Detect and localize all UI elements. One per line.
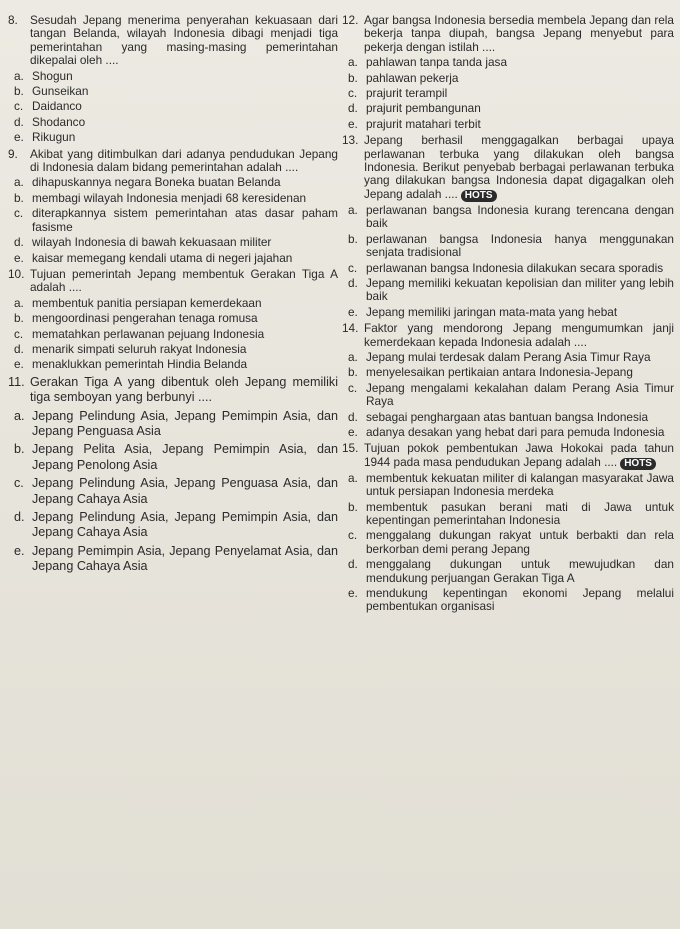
option-b[interactable]: b. membentuk pasukan berani mati di Jawa untuk kepentingan pemerintahan Indonesia (348, 499, 674, 527)
option-b[interactable]: b. membagi wilayah Indonesia menjadi 68 keresidenan (14, 190, 307, 205)
question-8 (8, 14, 338, 145)
option-a[interactable]: a. membentuk panitia persiapan kemerdekaan (14, 295, 262, 310)
hots-badge: HOTS (461, 190, 497, 202)
option-a[interactable]: a. pahlawan tanpa tanda jasa (348, 55, 508, 70)
option-a[interactable]: a. Shogun (14, 68, 73, 83)
option-c[interactable]: c. menggalang dukungan rakyat untuk berbakti dan rela berkorban demi perang Jepang (348, 528, 674, 556)
hots-badge: HOTS (620, 458, 656, 470)
option-d[interactable]: d. Jepang Pelindung Asia, Jepang Pemimpin Asia, dan Jepang Cahaya Asia (14, 510, 338, 540)
option-b[interactable]: b. Jepang Pelita Asia, Jepang Pemimpin Asia, dan Jepang Penolong Asia (14, 442, 338, 472)
question-number: 8. (8, 13, 18, 27)
option-c[interactable]: c. perlawanan bangsa Indonesia dilakukan secara sporadis (348, 260, 664, 275)
option-a[interactable]: a. perlawanan bangsa Indonesia kurang terencana dengan baik (348, 202, 674, 231)
option-e[interactable]: e. menaklukkan pemerintah Hindia Belanda (14, 357, 248, 372)
question-number: 9. (8, 146, 18, 161)
question-number: 13. (342, 133, 359, 148)
left-column (8, 14, 338, 575)
question-number: 11. (8, 374, 25, 389)
option-d[interactable]: d. menarik simpati seluruh rakyat Indonesia (14, 341, 247, 356)
option-d[interactable]: d. Jepang memiliki kekuatan kepolisian dan militer yang lebih baik (348, 275, 674, 304)
option-e[interactable]: e. Jepang Pemimpin Asia, Jepang Penyelamat Asia, dan Jepang Cahaya Asia (14, 543, 338, 574)
option-c[interactable]: c. prajurit terampil (348, 86, 448, 101)
option-a[interactable]: a. Jepang mulai terdesak dalam Perang Asia Timur Raya (348, 349, 651, 364)
right-column (342, 14, 674, 614)
question-stem: Akibat yang ditimbulkan dari adanya pendudukan Jepang di Indonesia dalam bidang pemerintahan adalah .... (30, 146, 338, 175)
question-12 (342, 14, 674, 131)
option-b[interactable]: b. Gunseikan (14, 84, 89, 99)
question-number: 15. (342, 441, 359, 456)
option-a[interactable]: a. membentuk kekuatan militer di kalangan masyarakat Jawa untuk persiapan Indonesia merdeka (348, 470, 674, 499)
option-b[interactable]: b. perlawanan bangsa Indonesia hanya menggunakan senjata tradisional (348, 231, 674, 260)
question-stem: Gerakan Tiga A yang dibentuk oleh Jepang memiliki tiga semboyan yang berbunyi .... (30, 374, 338, 405)
question-number: 10. (8, 266, 25, 281)
option-e[interactable]: e. kaisar memegang kendali utama di negeri jajahan (14, 250, 293, 265)
question-stem: Jepang berhasil menggagalkan berbagai upaya perlawanan terbuka yang dilakukan oleh bangsa Indonesia. Berikut penyebab berbagai perlawanan terbuka yang dilakukan bangsa Indonesia dapat digagalkan oleh Jepang adalah .... (364, 133, 674, 201)
option-a[interactable]: a. dihapuskannya negara Boneka buatan Belanda (14, 175, 281, 190)
question-stem: Agar bangsa Indonesia bersedia membela Jepang dan rela bekerja tanpa diupah, bangsa Jepang menyebut para pekerja dengan istilah .... (364, 13, 674, 54)
option-d[interactable]: d. menggalang dukungan untuk mewujudkan dan mendukung perjuangan Gerakan Tiga A (348, 557, 674, 585)
question-stem: Tujuan pokok pembentukan Jawa Hokokai pada tahun 1944 pada masa pendudukan Jepang adalah .... (364, 441, 674, 469)
option-b[interactable]: b. mengoordinasi pengerahan tenaga romusa (14, 311, 258, 326)
option-e[interactable]: e. prajurit matahari terbit (348, 116, 481, 131)
option-e[interactable]: e. mendukung kepentingan ekonomi Jepang melalui pembentukan organisasi (348, 586, 674, 614)
option-d[interactable]: d. prajurit pembangunan (348, 101, 481, 116)
option-d[interactable]: d. Shodanco (14, 114, 86, 129)
question-9 (8, 148, 338, 265)
option-e[interactable]: e. Rikugun (14, 130, 76, 145)
option-b[interactable]: b. pahlawan pekerja (348, 70, 459, 85)
option-d[interactable]: d. sebagai penghargaan atas bantuan bangsa Indonesia (348, 409, 649, 424)
question-13 (342, 134, 674, 319)
option-e[interactable]: e. adanya desakan yang hebat dari para pemuda Indonesia (348, 424, 665, 439)
question-number: 14. (342, 321, 359, 336)
question-15 (342, 442, 674, 613)
question-number: 12. (342, 13, 359, 27)
option-c[interactable]: c. diterapkannya sistem pemerintahan atas dasar paham fasisme (14, 206, 338, 234)
question-stem: Faktor yang mendorong Jepang mengumumkan janji kemerdekaan kepada Indonesia adalah .... (364, 321, 674, 349)
option-a[interactable]: a. Jepang Pelindung Asia, Jepang Pemimpin Asia, dan Jepang Penguasa Asia (14, 408, 338, 438)
question-10 (8, 268, 338, 372)
option-b[interactable]: b. menyelesaikan pertikaian antara Indonesia-Jepang (348, 365, 633, 380)
option-c[interactable]: c. Jepang mengalami kekalahan dalam Perang Asia Timur Raya (348, 380, 674, 409)
question-14 (342, 322, 674, 439)
option-d[interactable]: d. wilayah Indonesia di bawah kekuasaan militer (14, 235, 272, 250)
option-c[interactable]: c. Daidanco (14, 99, 82, 114)
question-11 (8, 375, 338, 575)
option-c[interactable]: c. mematahkan perlawanan pejuang Indonesia (14, 326, 265, 341)
question-stem: Tujuan pemerintah Jepang membentuk Gerakan Tiga A adalah .... (30, 266, 338, 295)
question-stem: Sesudah Jepang menerima penyerahan kekuasaan dari tangan Belanda, wilayah Indonesia dibagi menjadi tiga pemerintahan yang masing-masing pemerintahan dikepalai oleh .... (30, 13, 338, 68)
option-e[interactable]: e. Jepang memiliki jaringan mata-mata yang hebat (348, 304, 618, 319)
option-c[interactable]: c. Jepang Pelindung Asia, Jepang Penguasa Asia, dan Jepang Cahaya Asia (14, 476, 338, 506)
